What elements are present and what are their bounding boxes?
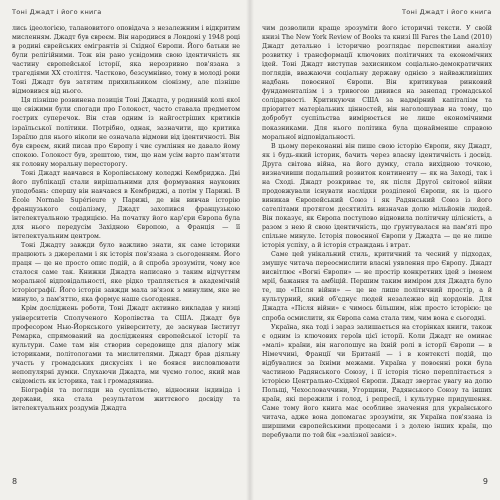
body-text <box>262 24 492 440</box>
paragraph: Україна, яка тоді і зараз залишається на сторінках книги, також є одним із ключових героїв цієї історії. Коли Джадт не оминає «малі» країни, він наголошує на їхній ролі в історії Європи — в Німеччині, Франції чи Британії — і в контексті подій, що відбувалися за їхніми межами. Україна у повоєнні роки була частиною Радянського Союзу, і її історія тісно переплітається з історією Центрально-Східної Європи. Джадт звертає увагу на долю Польщі, Чехословаччини, Угорщини, Радянського Союзу та інших країн, які пережили і голод, і репресії, і культурне придушення. Саме тому його книга має особливе значення для українського читача, адже вона допомагає зрозуміти, як Україна пов'язана із ширшими європейськими процесами і з долею інших країн, що перебували по той бік «залізної завіси». <box>262 323 492 440</box>
left-page <box>0 0 248 500</box>
paragraph: Тоні Джадт навчався в Королівському коледжі Кембриджа. Дві його публікації стали вирішальними для формування наукових уподобань: спершу він навчався в Кембриджі, а потім у Парижі. В École Normale Supérieure у Парижі, де він вивчав історію французького соціалізму, Джадт захопився французькою інтелектуальною традицією. На початку його кар'єри Європа була для нього передусім Західною Європою, а Франція — її інтелектуальним центром. <box>12 169 240 241</box>
page-number: 9 <box>482 477 488 486</box>
paragraph: лись ідеологією, талановитого оповідача з незалежним і відкритим мисленням. Джадт був євреєм. Він народився в Лондоні у 1948 році в родині єврейських емігрантів зі Східної Європи. Його батьки не були релігійними. Тож він рано усвідомив свою ідентичність як частину європейської історії, яка нерозривно пов'язана з трагедіями ХХ століття. Частково, безсумнівно, тому в молоді роки Тоні Джадт був затятим прихильником сіонізму, але пізніше відмовився від нього. <box>12 25 240 96</box>
paragraph: Саме цей унікальний стиль, критичний та чесний у підходах, змушує читача переосмислити власні уявлення про Європу. Джадт висвітлює «Вогні Європи» — не простір конкретних ідей з іменем мрії, бажання та амбіцій. Першим таким виміром для Джадта було те, що «Після війни» — це не лише політичний простір, а й культурний, який об'єднує людей незалежно від кордонів. Для Джадта «Після війни» є чимось більшим, ніж просто історією: це спроба осмислити, як Європа сама стала тим, чим вона є сьогодні. <box>262 251 492 322</box>
paragraph: Біографія та погляди на суспільство, відносини індивіда і держави, яка стала результатом життєвого досвіду та інтелектуальних роздумів Джадта <box>12 386 240 412</box>
paragraph: В цьому переконанні він пише свою історію Європи, яку Джадт, як і будь-який історик, бачить через власну ідентичність і досвід. Друга світова війна, на його думку, стала вихідною точкою, визначивши подальший розвиток континенту — як на Заході, так і на Сході. Джадт розкриває те, як після Другої світової війни продовжували існувати наслідки розділеної Європи, як із цього виникав Європейський Союз і як Радянський Союз із його сателітами протягом десятиліть визначав долю мільйонів людей. Він показує, як Європа поступово відновила політичну цілісність, а разом з нею й свою ідентичність, що ґрунтувалася на пам'яті про спільне минуле. Історія повоєнної Європи у Джадта — це не лише історія успіху, а й історія страждань і втрат. <box>262 142 492 250</box>
paragraph: Ця пізніше розвинена позиція Тоні Джадта, у родинній колі якої ще свіжими були спогади про Голокост, часто ставала предметом гострих суперечок. Він став одним із найгостріших критиків ізраїльської політики. Потрібно, однак, зазначити, що критика Ізраїлю для нього ніколи не означала відмови від ідентичності. Він був євреєм, який писав про Європу і чиє сумління не давало йому спокою. Голокост був, зрештою, тим, що нам усім варто пам'ятати як головну моральну пересторогу. <box>12 97 240 168</box>
paragraph: чим дозволили краще зрозуміти його історичні тексти. У своїй книзі The New York Review of Books та книзі Ill Fares the Land (2010) Джадт детально і історично розглядає перспективи аналізу розвитку і трансформації ключових політичних та економічних ідей. Тоні Джадт виступав захисником соціально-демократичних поглядів, вважаючи соціальну державу однією з найважливіших надбань повоєнної Європи. Він критикував ринковий фундаменталізм і з тривогою дивився на занепад громадської солідарності. Критикуючи США за надмірний капіталізм та пріоритет матеріальних цінностей, він наголошував на тому, що добробут суспільства вимірюється не лише економічними показниками. Для нього політика була щонайменше справою моральної відповідальності. <box>262 25 492 141</box>
running-head: Тоні Джадт і його книга <box>402 8 492 16</box>
right-page <box>252 0 500 500</box>
paragraph: Крім досліджень роботи, Тоні Джадт активно викладав у низці університетів Сполученого Королівства та США. Джадт був професором Нью-Йоркського університету, де заснував Інститут Ремарка, спрямований на дослідження європейської історії та культури. Саме там він створив середовище для діалогу між істориками, політологами та мислителями. Джадт брав діяльну участь у громадських дискусіях і не боявся висловлювати непопулярні думки. Слухаючи Джадта, ми чуємо голос, який мав свідомість як історика, так і громадянина. <box>12 305 240 385</box>
body-text <box>12 24 240 413</box>
paragraph: Тоні Джадту завжди було важливо знати, як саме історики працюють з джерелами і як історія пов'язана з сьогоденням. Його праця — це не просто опис подій, а й спроба зрозуміти, чому все сталося саме так. Книжки Джадта написано з таким відчуттям моральної відповідальності, яке рідко трапляється в академічній історіографії. Його історія завжди мала зв'язок з минулим, яке не минуло, з пам'яттю, яка формує наше сьогодення. <box>12 242 240 304</box>
running-head: Тоні Джадт і його книга <box>12 8 102 16</box>
page-number: 8 <box>12 477 18 486</box>
